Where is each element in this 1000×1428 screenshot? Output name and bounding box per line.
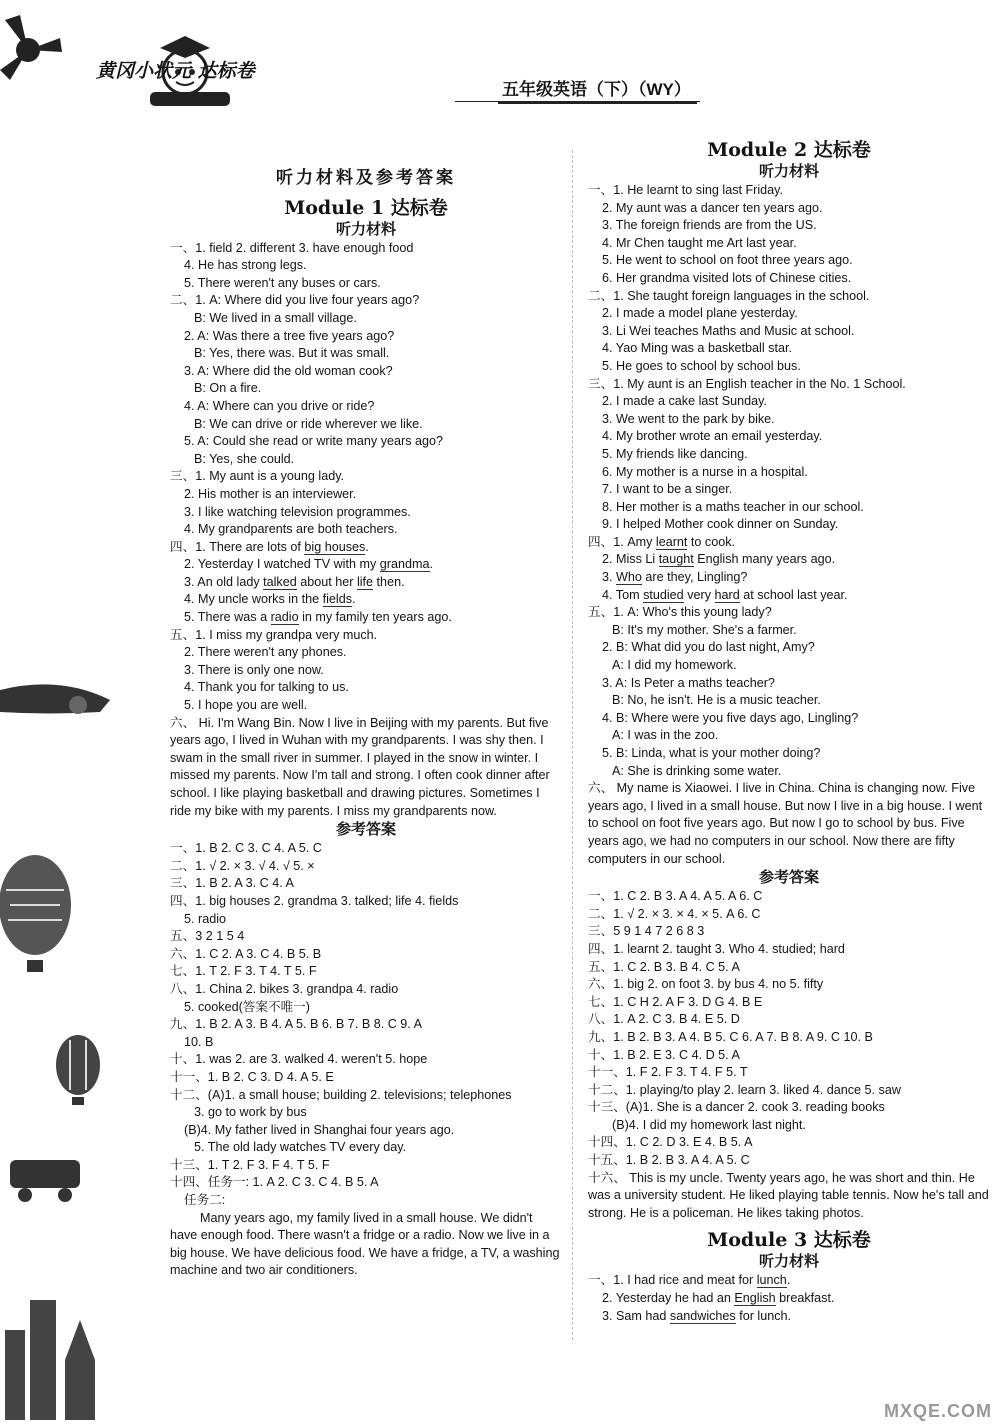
left-column — [170, 160, 562, 1280]
text-line: 3. I like watching television programmes. — [184, 504, 411, 519]
answer-line: 六、1. C 2. A 3. C 4. B 5. B — [170, 946, 322, 961]
answer-line: 一、1. C 2. B 3. A 4. A 5. A 6. C — [588, 889, 763, 904]
header-rule — [455, 101, 700, 102]
text-line: 5. I hope you are well. — [184, 698, 308, 713]
text-line: 2. Miss Li taught English many years ago. — [602, 552, 836, 567]
text-line: 3. There is only one now. — [184, 662, 324, 677]
text-line: 3. Li Wei teaches Maths and Music at school. — [602, 323, 855, 338]
answer-line: 四、1. learnt 2. taught 3. Who 4. studied; hard — [588, 941, 845, 956]
text-line: 3. An old lady talked about her life then. — [184, 574, 405, 589]
module-1-title: Module 1 达标卷 — [284, 196, 448, 219]
answer-line: 六、1. big 2. on foot 3. by bus 4. no 5. fifty — [588, 977, 824, 992]
answer-line: 10. B — [184, 1034, 214, 1049]
text-line: 2. My aunt was a dancer ten years ago. — [602, 200, 823, 215]
answers-heading: 参考答案 — [335, 821, 396, 839]
text-line: 一、1. I had rice and meat for lunch. — [588, 1273, 791, 1288]
answer-line: 十四、任务一: 1. A 2. C 3. C 4. B 5. A — [170, 1175, 379, 1190]
text-line: 2. Yesterday I watched TV with my grandma. — [184, 557, 433, 572]
answer-line: 十、1. B 2. E 3. C 4. D 5. A — [588, 1047, 740, 1062]
answer-line: 十二、(A)1. a small house; building 2. televisions; telephones — [170, 1087, 512, 1102]
text-line: 6. Her grandma visited lots of Chinese cities. — [602, 270, 852, 285]
answer-line: 5. cooked(答案不唯一) — [184, 999, 310, 1014]
text-line: 3. Who are they, Lingling? — [602, 570, 748, 585]
answer-line: 三、1. B 2. A 3. C 4. A — [170, 876, 294, 891]
answer-line: 十一、1. F 2. F 3. T 4. F 5. T — [588, 1065, 748, 1080]
text-line: 三、1. My aunt is an English teacher in the No. 1 School. — [588, 376, 906, 391]
listening-heading: 听力材料 — [758, 163, 819, 180]
decorative-illustrations — [0, 0, 150, 1428]
text-line: 5. He went to school on foot three years ago. — [602, 253, 853, 268]
answer-line: 一、1. B 2. C 3. C 4. A 5. C — [170, 841, 322, 856]
watermark: MXQE.COM — [883, 1401, 992, 1421]
answer-line: 十四、1. C 2. D 3. E 4. B 5. A — [588, 1135, 753, 1150]
text-line: 5. There was a radio in my family ten years ago. — [184, 610, 452, 625]
brand-title: 黄冈小状元 达标卷 — [96, 60, 255, 82]
answer-line: 十一、1. B 2. C 3. D 4. A 5. E — [170, 1069, 334, 1084]
listening-heading: 听力材料 — [758, 1253, 819, 1271]
text-line: 四、1. Amy learnt to cook. — [588, 534, 736, 549]
text-line: 二、1. A: Where did you live four years ago? — [170, 293, 420, 308]
answer-line: 九、1. B 2. B 3. A 4. B 5. C 6. A 7. B 8. A 9. C 10. B — [588, 1029, 873, 1044]
text-line: A: I was in the zoo. — [612, 728, 719, 743]
text-line: 2. There weren't any phones. — [184, 645, 347, 660]
listening-heading: 听力材料 — [335, 220, 396, 238]
text-line: B: No, he isn't. He is a music teacher. — [612, 693, 821, 708]
text-line: 五、1. I miss my grandpa very much. — [170, 627, 378, 642]
text-line: 2. I made a cake last Sunday. — [602, 394, 767, 409]
text-line: 2. His mother is an interviewer. — [184, 486, 357, 501]
airplane-icon — [0, 684, 110, 714]
hot-air-balloon-icon — [0, 855, 71, 972]
city-silhouette-icon — [5, 1300, 95, 1420]
answer-line: 5. The old lady watches TV every day. — [194, 1140, 407, 1155]
answer-line: 十三、(A)1. She is a dancer 2. cook 3. reading books — [588, 1100, 885, 1115]
text-line: 8. Her mother is a maths teacher in our school. — [602, 499, 864, 514]
text-line: 3. A: Is Peter a maths teacher? — [602, 675, 775, 690]
answer-line: (B)4. I did my homework last night. — [612, 1117, 806, 1132]
text-line: 5. He goes to school by school bus. — [602, 358, 801, 373]
text-line: B: Yes, there was. But it was small. — [194, 346, 390, 361]
answer-line: 七、1. T 2. F 3. T 4. T 5. F — [170, 964, 317, 979]
answer-line: 五、1. C 2. B 3. B 4. C 5. A — [588, 959, 740, 974]
page-title: 听力材料及参考答案 — [276, 168, 456, 188]
answer-line: 十三、1. T 2. F 3. F 4. T 5. F — [170, 1157, 330, 1172]
text-line: B: On a fire. — [194, 381, 262, 396]
text-line: B: Yes, she could. — [194, 451, 295, 466]
text-line: 4. A: Where can you drive or ride? — [184, 398, 375, 413]
course-title: 五年级英语（下）（WY） — [498, 75, 697, 104]
answer-line: 五、3 2 1 5 4 — [170, 929, 245, 944]
text-line: 4. He has strong legs. — [184, 258, 307, 273]
text-line: 4. Thank you for talking to us. — [184, 680, 349, 695]
text-line: 一、1. He learnt to sing last Friday. — [588, 183, 784, 197]
answer-line: 十、1. was 2. are 3. walked 4. weren't 5. hope — [170, 1052, 428, 1067]
answer-line: 九、1. B 2. A 3. B 4. A 5. B 6. B 7. B 8. C 9. A — [170, 1017, 423, 1032]
answer-line: 二、1. √ 2. × 3. √ 4. √ 5. × — [170, 858, 315, 873]
text-line: B: We lived in a small village. — [194, 310, 357, 325]
text-line: 4. Yao Ming was a basketball star. — [602, 341, 792, 356]
answer-line: 二、1. √ 2. × 3. × 4. × 5. A 6. C — [588, 906, 761, 921]
column-divider — [572, 150, 573, 1340]
text-line: B: It's my mother. She's a farmer. — [612, 622, 797, 637]
text-line: 5. There weren't any buses or cars. — [184, 275, 381, 290]
text-line: 3. Sam had sandwiches for lunch. — [602, 1308, 792, 1323]
answer-line: 十二、1. playing/to play 2. learn 3. liked 4. dance 5. saw — [588, 1082, 901, 1097]
text-line: 五、1. A: Who's this young lady? — [588, 605, 772, 620]
small-balloon-icon — [56, 1035, 100, 1105]
text-line: 4. My brother wrote an email yesterday. — [602, 429, 823, 444]
answer-line: 十五、1. B 2. B 3. A 4. A 5. C — [588, 1153, 750, 1168]
text-line: 4. B: Where were you five days ago, Lingling? — [602, 710, 859, 725]
answer-line: 四、1. big houses 2. grandma 3. talked; life 4. fields — [170, 893, 459, 908]
text-line: 9. I helped Mother cook dinner on Sunday. — [602, 517, 839, 532]
answers-heading: 参考答案 — [758, 869, 819, 887]
text-line: 7. I want to be a singer. — [602, 482, 733, 497]
passage: 六、 Hi. I'm Wang Bin. Now I live in Beijing with my parents. But five years ago, I lived in Wuhan with my grandparents. I was shy then. I swam in the small river in summer. I played in the snow in winter. I missed my parents. Now I'm tall and strong. I often cook dinner after school. I like playing basketball and drawing pictures. Sometimes I ride my bike with my parents. I miss my grandparents now. — [170, 715, 550, 818]
text-line: 2. I made a model plane yesterday. — [602, 306, 798, 321]
text-line: 2. B: What did you do last night, Amy? — [602, 640, 815, 655]
text-line: 二、1. She taught foreign languages in the school. — [588, 288, 870, 303]
text-line: 4. My grandparents are both teachers. — [184, 522, 398, 537]
text-line: 4. Tom studied very hard at school last year. — [602, 587, 848, 602]
text-line: 3. The foreign friends are from the US. — [602, 218, 817, 233]
text-line: B: We can drive or ride wherever we like. — [194, 416, 423, 431]
text-line: 4. Mr Chen taught me Art last year. — [602, 235, 797, 250]
passage: 六、 My name is Xiaowei. I live in China. China is changing now. Five years ago, I lived in a small house. But now I live in a big house. I went to school on foot five years ago. But now I go to school by bus. Five years ago, we had no computers in our school. Now there are fifty computers in our school. — [588, 781, 983, 866]
text-line: 5. A: Could she read or write many years ago? — [184, 434, 444, 449]
text-line: 4. My uncle works in the fields. — [184, 592, 356, 607]
answer-line: 5. radio — [184, 911, 227, 926]
answer-line: 八、1. A 2. C 3. B 4. E 5. D — [588, 1012, 740, 1027]
answer-line: 八、1. China 2. bikes 3. grandpa 4. radio — [170, 981, 399, 996]
text-line: 一、1. field 2. different 3. have enough food — [170, 240, 414, 255]
answer-line: 3. go to work by bus — [194, 1105, 307, 1120]
module-2-title: Module 2 达标卷 — [707, 139, 871, 161]
text-line: A: I did my homework. — [612, 658, 737, 673]
text-line: 6. My mother is a nurse in a hospital. — [602, 464, 808, 479]
text-line: 2. Yesterday he had an English breakfast. — [602, 1291, 835, 1306]
windmill-icon — [0, 15, 62, 80]
text-line: 三、1. My aunt is a young lady. — [170, 469, 345, 484]
module-3-title: Module 3 达标卷 — [707, 1229, 871, 1252]
right-column — [588, 138, 990, 1325]
text-line: 四、1. There are lots of big houses. — [170, 539, 369, 554]
passage: Many years ago, my family lived in a small house. We didn't have enough food. There wasn't a fridge or a radio. Now we live in a big house. We have delicious food. We have a fridge, a TV, a washing machine and two air conditioners. — [170, 1210, 560, 1278]
answer-line: 七、1. C H 2. A F 3. D G 4. B E — [588, 994, 763, 1009]
text-line: 5. My friends like dancing. — [602, 446, 748, 461]
text-line: 3. A: Where did the old woman cook? — [184, 363, 393, 378]
answer-line: 三、5 9 1 4 7 2 6 8 3 — [588, 924, 705, 939]
text-line: 5. B: Linda, what is your mother doing? — [602, 746, 821, 760]
vehicle-icon — [10, 1160, 80, 1202]
text-line: 3. We went to the park by bike. — [602, 411, 775, 426]
answer-line: (B)4. My father lived in Shanghai four years ago. — [184, 1122, 455, 1137]
text-line: A: She is drinking some water. — [612, 763, 782, 778]
passage: 十六、 This is my uncle. Twenty years ago, he was short and thin. He was a university student. He liked playing table tennis. Now he's tall and strong. He is a policeman. He likes taking photos. — [588, 1170, 989, 1220]
text-line: 2. A: Was there a tree five years ago? — [184, 328, 395, 343]
answer-line: 任务二: — [184, 1193, 226, 1208]
